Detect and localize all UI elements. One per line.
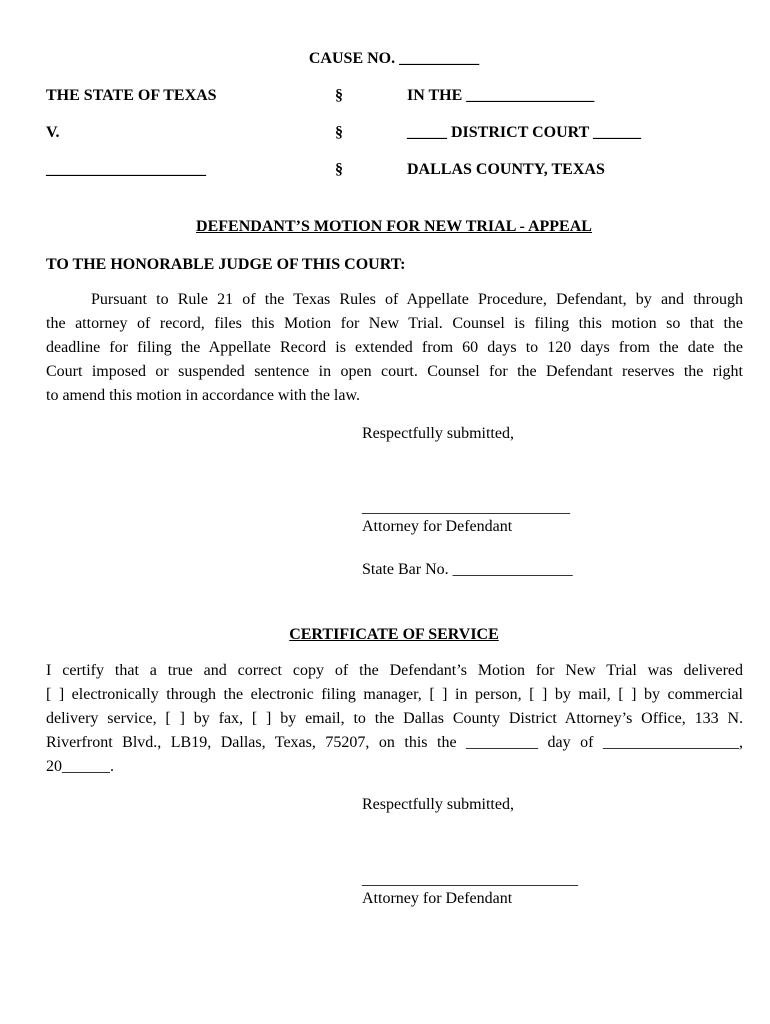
certificate-title: CERTIFICATE OF SERVICE: [289, 626, 499, 643]
state-bar-number: State Bar No. _______________: [362, 561, 573, 578]
certificate-body-line: delivery service, [ ] by fax, [ ] by email, to the Dallas County District Attorney’s Office, 133 N.: [46, 710, 743, 727]
caption-district-court: _____ DISTRICT COURT ______: [407, 124, 641, 141]
motion-closing: Respectfully submitted,: [362, 425, 514, 442]
caption-row-versus: [46, 121, 746, 145]
certificate-closing: Respectfully submitted,: [362, 796, 514, 813]
certificate-body-line: 20______.: [46, 758, 114, 775]
caption-county: DALLAS COUNTY, TEXAS: [407, 161, 605, 178]
cause-number: CAUSE NO. __________: [308, 50, 480, 67]
caption-court-in-the: IN THE ________________: [407, 87, 595, 104]
motion-signer: Attorney for Defendant: [362, 518, 513, 535]
certificate-body-line: I certify that a true and correct copy of the Defendant’s Motion for New Trial was delivered: [46, 662, 743, 679]
caption-row-defendant: [46, 158, 746, 182]
motion-body-line: deadline for filing the Appellate Record is extended from 60 days to 120 days from the date the: [46, 339, 743, 356]
motion-body-line: Court imposed or suspended sentence in open court. Counsel for the Defendant reserves the right: [46, 363, 743, 380]
section-symbol: §: [335, 87, 343, 104]
motion-body: [46, 288, 743, 408]
motion-title: DEFENDANT’S MOTION FOR NEW TRIAL - APPEAL: [196, 218, 592, 235]
certificate-body-line: Riverfront Blvd., LB19, Dallas, Texas, 75207, on this the _________ day of _________________,: [46, 734, 743, 751]
caption-party-state: THE STATE OF TEXAS: [46, 87, 217, 104]
caption-versus: V.: [46, 124, 60, 141]
section-symbol: §: [335, 124, 343, 141]
certificate-body-line: [ ] electronically through the electronic filing manager, [ ] in person, [ ] by mail, [ ] by commercial: [46, 686, 743, 703]
motion-body-line: the attorney of record, files this Motion for New Trial. Counsel is filing this motion so that the: [46, 315, 743, 332]
salutation: TO THE HONORABLE JUDGE OF THIS COURT:: [46, 256, 406, 273]
motion-body-line: Pursuant to Rule 21 of the Texas Rules of Appellate Procedure, Defendant, by and through: [91, 291, 743, 308]
section-symbol: §: [335, 161, 343, 178]
motion-body-line: to amend this motion in accordance with the law.: [46, 387, 360, 404]
certificate-signer: Attorney for Defendant: [362, 890, 513, 907]
motion-signature-line: __________________________: [362, 499, 570, 516]
caption-defendant-blank: ____________________: [46, 161, 206, 178]
certificate-body: [46, 659, 743, 779]
certificate-signature-line: ___________________________: [362, 871, 578, 888]
caption-row-state: [46, 84, 746, 108]
